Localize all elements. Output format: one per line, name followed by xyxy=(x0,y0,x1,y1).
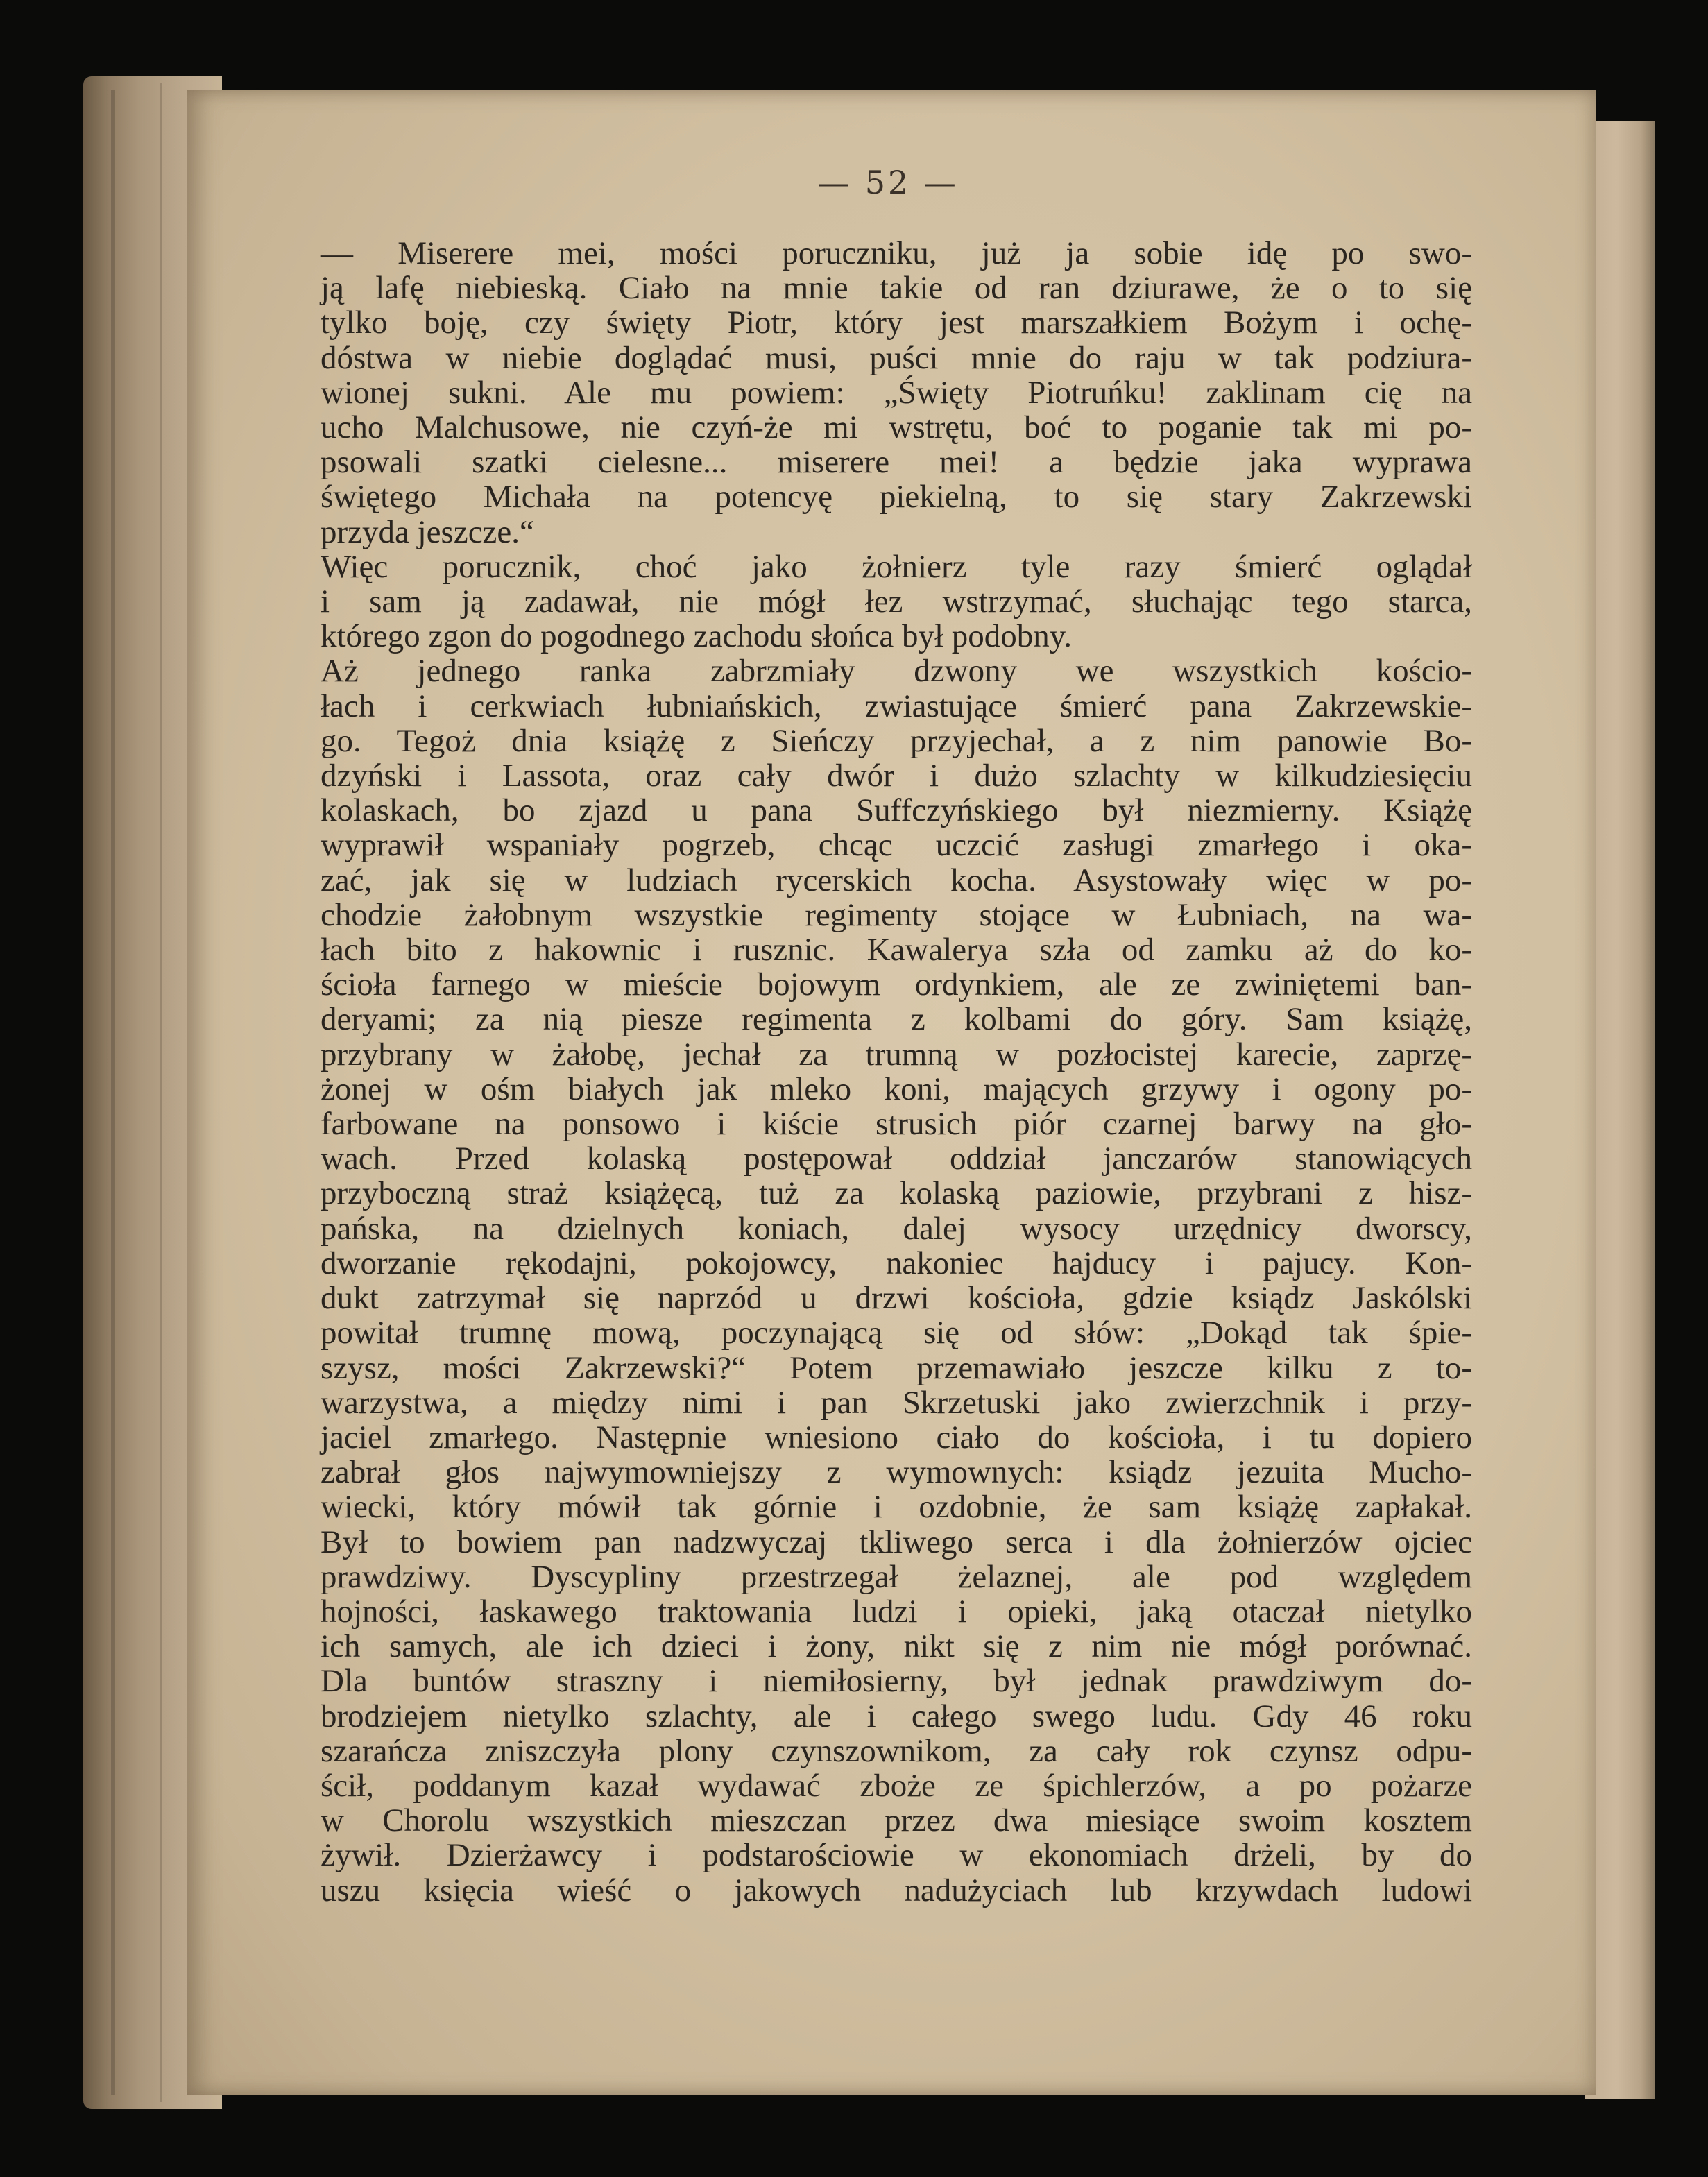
text-line: przybrany w żałobę, jechał za trumną w pozłocistej karecie, zaprzę- xyxy=(321,1036,1472,1073)
text-line: warzystwa, a między nimi i pan Skrzetuski jako zwierzchnik i przy- xyxy=(321,1384,1472,1421)
text-line: go. Tegoż dnia książę z Sieńczy przyjechał, a z nim panowie Bo- xyxy=(321,722,1472,759)
text-line: Był to bowiem pan nadzwyczaj tkliwego serca i dla żołnierzów ojciec xyxy=(321,1523,1472,1560)
text-line: przyda jeszcze.“ xyxy=(321,513,534,550)
text-line: łach bito z hakownic i rusznic. Kawalerya szła od zamku aż do ko- xyxy=(321,932,1472,968)
text-line: hojności, łaskawego traktowania ludzi i opieki, jaką otaczał nietylko xyxy=(321,1593,1472,1630)
text-line: ścioła farnego w mieście bojowym ordynkiem, ale ze zwiniętemi ban- xyxy=(321,966,1472,1003)
text-line: jaciel zmarłego. Następnie wniesiono ciało do kościoła, i tu dopiero xyxy=(321,1419,1472,1455)
text-line: farbowane na ponsowo i kiście strusich piór czarnej barwy na gło- xyxy=(321,1106,1472,1143)
text-line: dworzanie rękodajni, pokojowcy, nakoniec hajducy i pajucy. Kon- xyxy=(321,1245,1472,1281)
text-line: żonej w ośm białych jak mleko koni, mających grzywy i ogony po- xyxy=(321,1070,1472,1107)
text-line: kolaskach, bo zjazd u pana Suffczyńskiego był niezmierny. Książę xyxy=(321,792,1472,829)
text-line: zać, jak się w ludziach rycerskich kocha. Asystowały więc w po- xyxy=(321,862,1472,898)
text-line: Aż jednego ranka zabrzmiały dzwony we wszystkich kościo- xyxy=(321,653,1472,690)
text-line: prawdziwy. Dyscypliny przestrzegał żelaznej, ale pod względem xyxy=(321,1558,1472,1595)
text-line: i sam ją zadawał, nie mógł łez wstrzymać, słuchając tego starca, xyxy=(321,583,1472,620)
text-line: zabrał głos najwymowniejszy z wymownych: ksiądz jezuita Mucho- xyxy=(321,1454,1472,1491)
page-text xyxy=(321,236,1472,1908)
text-line: ich samych, ale ich dzieci i żony, nikt się z nim nie mógł porównać. xyxy=(321,1628,1472,1665)
text-line: wach. Przed kolaską postępował oddział janczarów stanowiących xyxy=(321,1141,1472,1177)
text-line: wyprawił wspaniały pogrzeb, chcąc uczcić zasługi zmarłego i oka- xyxy=(321,827,1472,864)
page-number: — 52 — xyxy=(817,164,959,201)
text-line: wionej sukni. Ale mu powiem: „Święty Piotruńku! zaklinam cię na xyxy=(321,374,1472,411)
text-line: ją lafę niebieską. Ciało na mnie takie od ran dziurawe, że o to się xyxy=(321,270,1472,307)
text-line: ścił, poddanym kazał wydawać zboże ze śpichlerzów, a po pożarze xyxy=(321,1767,1472,1804)
text-line: — Miserere mei, mości poruczniku, już ja sobie idę po swo- xyxy=(321,235,1472,271)
text-line: uszu księcia wieść o jakowych nadużyciach lub krzywdach ludowi xyxy=(321,1872,1472,1909)
text-line: Dla buntów straszny i niemiłosierny, był jednak prawdziwym do- xyxy=(321,1663,1472,1700)
text-line: przyboczną straż książęcą, tuż za kolaską paziowie, przybrani z hisz- xyxy=(321,1175,1472,1212)
right-page-edges xyxy=(1585,121,1655,2099)
text-line: łach i cerkwiach łubniańskich, zwiastujące śmierć pana Zakrzewskie- xyxy=(321,688,1472,724)
text-line: dóstwa w niebie doglądać musi, puści mnie do raju w tak podziura- xyxy=(321,339,1472,376)
text-line: ucho Malchusowe, nie czyń-że mi wstrętu, boć to poganie tak mi po- xyxy=(321,409,1472,446)
text-line: powitał trumnę mową, poczynającą się od słów: „Dokąd tak śpie- xyxy=(321,1315,1472,1351)
text-line: szarańcza zniszczyła plony czynszownikom, za cały rok czynsz odpu- xyxy=(321,1732,1472,1769)
text-line: wiecki, który mówił tak górnie i ozdobnie, że sam książę zapłakał. xyxy=(321,1489,1472,1526)
text-line: deryami; za nią piesze regimenta z kolbami do góry. Sam książę, xyxy=(321,1001,1472,1038)
text-line: psowali szatki cielesne... miserere mei! a będzie jaka wyprawa xyxy=(321,444,1472,481)
text-line: w Chorolu wszystkich mieszczan przez dwa miesiące swoim kosztem xyxy=(321,1802,1472,1839)
text-line: dukt zatrzymał się naprzód u drzwi kościoła, gdzie ksiądz Jaskólski xyxy=(321,1280,1472,1317)
text-line: Więc porucznik, choć jako żołnierz tyle razy śmierć oglądał xyxy=(321,548,1472,585)
text-line: którego zgon do pogodnego zachodu słońca był podobny. xyxy=(321,618,1072,655)
text-line: świętego Michała na potencyę piekielną, to się stary Zakrzewski xyxy=(321,479,1472,515)
text-line: dzyński i Lassota, oraz cały dwór i dużo szlachty w kilkudziesięciu xyxy=(321,758,1472,794)
text-line: tylko boję, czy święty Piotr, który jest marszałkiem Bożym i ochę- xyxy=(321,305,1472,341)
text-line: chodzie żałobnym wszystkie regimenty stojące w Łubniach, na wa- xyxy=(321,896,1472,933)
text-line: szysz, mości Zakrzewski?“ Potem przemawiało jeszcze kilku z to- xyxy=(321,1349,1472,1386)
text-line: żywił. Dzierżawcy i podstarościowie w ekonomiach drżeli, by do xyxy=(321,1837,1472,1874)
text-line: pańska, na dzielnych koniach, dalej wysocy urzędnicy dworscy, xyxy=(321,1210,1472,1247)
text-line: brodziejem nietylko szlachty, ale i całego swego ludu. Gdy 46 roku xyxy=(321,1698,1472,1734)
